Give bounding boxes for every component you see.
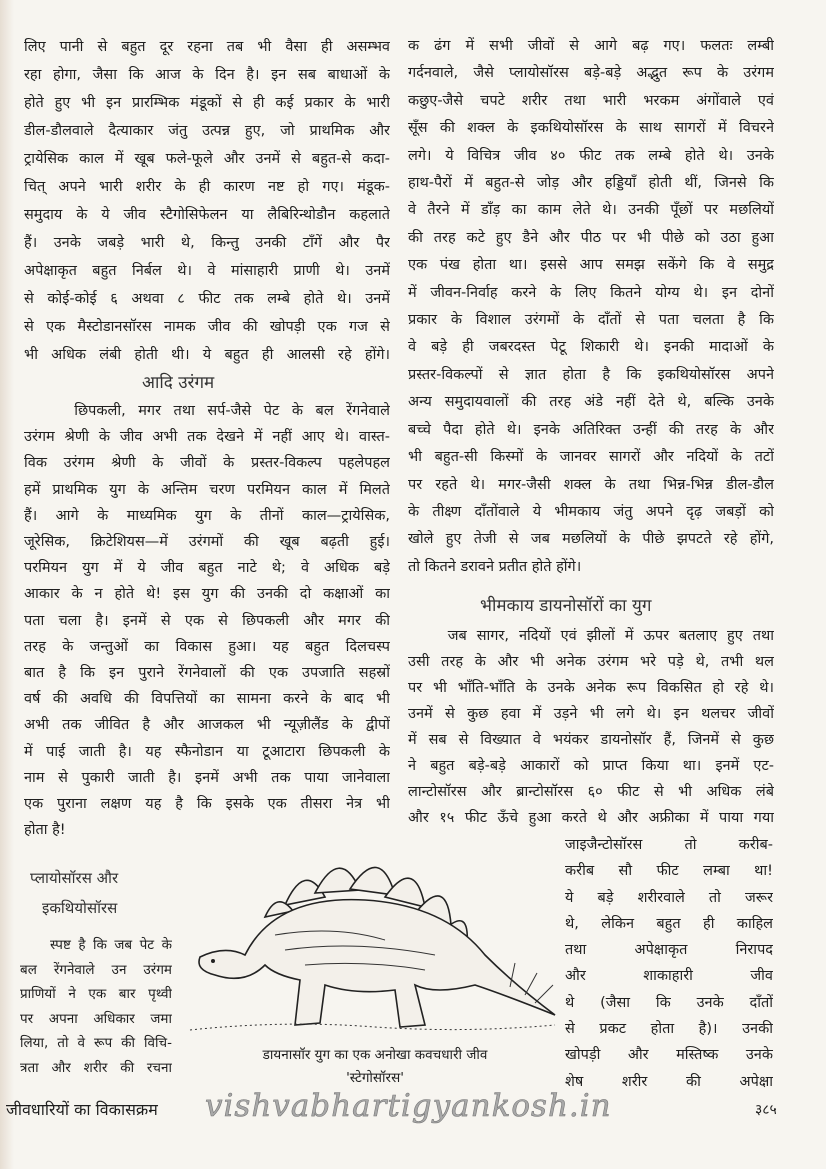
text-line: नाम से पुकारी जाती है। इनमें अभी तक पाया जानेवाला xyxy=(24,769,390,786)
text-line: की तरह कटे हुए डैने और पीठ पर भी पीछे को उठा हुआ xyxy=(408,229,774,246)
text-line: वर्ष की अवधि की विपत्तियों का सामना करने के बाद भी xyxy=(24,691,390,708)
page-edge-shadow xyxy=(0,0,14,1169)
section-heading-adi-urangam: आदि उरंगम xyxy=(142,373,215,393)
right-paragraph-2 xyxy=(408,623,774,831)
section-heading-dinosaur-age: भीमकाय डायनोसॉरों का युग xyxy=(480,596,652,616)
book-title-footer: जीवधारियों का विकासक्रम xyxy=(6,1100,158,1119)
text-line: से कोई-कोई ६ अथवा ८ फीट तक लम्बे होते थे। उनमें xyxy=(24,291,390,307)
text-line: ये बड़े शरीरवाले तो जरूर xyxy=(565,889,773,906)
left-paragraph-3 xyxy=(20,933,172,1080)
text-line: खोपड़ी और मस्तिष्क उनके xyxy=(565,1047,773,1064)
text-line: थे (जैसा कि उनके दाँतों xyxy=(565,994,773,1011)
text-line: ने बहुत बड़े-बड़े आकारों को प्राप्त किया था। इनमें एट- xyxy=(408,758,774,774)
text-line: में पाई जाती है। यह स्फैनोडान या टूआटारा छिपकली के xyxy=(24,743,390,760)
text-line: पर रहते थे। मगर-जैसी शक्ल के तथा भिन्न-भिन्न डील-डौल xyxy=(408,476,774,493)
text-line: अभी तक जीवित है और आजकल भी न्यूज़ीलैंड के द्वीपों xyxy=(24,717,390,734)
text-line: समुदाय के ये जीव स्टैगोसिफेलन या लैबिरिन्थोडौन कहलाते xyxy=(24,207,390,223)
text-line: ट्रायेसिक काल में खूब फले-फूले और उनमें से बहुत-से कदा- xyxy=(24,151,390,167)
text-line: खोले हुए तेजी से जब मछलियों के पीछे झपटते रहे होंगे, xyxy=(408,531,774,548)
figure-caption-name: 'स्टेगोसॉरस' xyxy=(346,1070,404,1086)
text-line: तरह के जन्तुओं का विकास हुआ। यह बहुत दिलचस्प xyxy=(24,638,390,655)
text-line: लिया, तो वे रूप की विचि- xyxy=(20,1035,172,1051)
text-line: स्पष्ट है कि जब पेट के xyxy=(20,937,172,953)
text-line: शेष शरीर की अपेक्षा xyxy=(565,1073,773,1090)
text-line: एक पुराना लक्षण यह है कि इसके एक तीसरा नेत्र भी xyxy=(24,796,390,813)
text-line: अपेक्षाकृत बहुत निर्बल थे। वे मांसाहारी प्राणी थे। उनमें xyxy=(24,263,390,279)
text-line: में सब से विख्यात वे भयंकर डायनोसॉर हैं, जिनमें से कुछ xyxy=(408,732,774,748)
text-line: पर भी भाँति-भाँति के उनके अनेक रूप विकसित हो रहे थे। xyxy=(408,680,774,696)
text-line: भी बहुत-सी किस्मों के जानवर सागरों और नदियों के तटों xyxy=(408,449,774,466)
section-heading-plesiosaurus: प्लायोसॉरस और xyxy=(30,869,119,887)
page-number: ३८५ xyxy=(755,1102,777,1118)
text-line: त्रता और शरीर की रचना xyxy=(20,1059,172,1076)
text-line: रहा होगा, जैसा कि आज के दिन है। इन सब बाधाओं के xyxy=(24,67,390,83)
text-line: पर अपना अधिकार जमा xyxy=(20,1010,172,1027)
text-line: बल रेंगनेवाले उन उरंगम xyxy=(20,961,172,978)
text-line: प्रस्तर-विकल्पों से ज्ञात होता है कि इकथियोसॉरस अपने xyxy=(408,366,774,383)
text-line: उनमें से कुछ हवा में उड़ने भी लगे थे। इन थलचर जीवों xyxy=(408,706,774,722)
right-paragraph-1 xyxy=(408,33,774,581)
text-line: हैं। उनके जबड़े भारी थे, किन्तु उनकी टाँगें और पैर xyxy=(24,235,390,251)
text-line: सूँस की शक्ल के इकथियोसॉरस के साथ सागरों में विचरने xyxy=(408,120,774,137)
text-line: लगे। ये विचित्र जीव ४० फीट तक लम्बे होते थे। उनके xyxy=(408,147,774,164)
text-line: उसी तरह के और भी अनेक उरंगम भरे पड़े थे, तभी थल xyxy=(408,654,774,670)
figure-caption: डायनासॉर युग का एक अनोखा कवचधारी जीव xyxy=(262,1047,488,1063)
text-line: पता चला है। इनमें से एक से छिपकली और मगर की xyxy=(24,612,390,629)
text-line: जब सागर, नदियों एवं झीलों में ऊपर बतलाए हुए तथा xyxy=(408,628,774,644)
text-line: तो कितने डरावने प्रतीत होते होंगे। xyxy=(408,558,582,575)
text-line: हमें प्राथमिक युग के अन्तिम चरण परमियन काल में मिलते xyxy=(24,481,390,498)
text-line: में जीवन-निर्वाह करने के लिए कितने योग्य थे। इन दोनों xyxy=(408,284,774,301)
text-line: लिए पानी से बहुत दूर रहना तब भी वैसा ही असम्भव xyxy=(24,39,390,55)
text-line: हैं। आगे के माध्यमिक युग के तीनों काल—ट्रायेसिक, xyxy=(24,507,390,524)
right-paragraph-3 xyxy=(565,832,773,1095)
section-heading-ichthyosaurus: इकथियोसॉरस xyxy=(42,899,118,917)
text-line: हाथ-पैरों में बहुत-से जोड़ और हड्डियाँ होती थीं, जिनसे कि xyxy=(408,175,774,192)
text-line: के तीक्ष्ण दाँतोंवाले ये भीमकाय जंतु अपने दृढ़ जबड़ों को xyxy=(408,503,774,520)
text-line: छिपकली, मगर तथा सर्प-जैसे पेट के बल रेंगनेवाले xyxy=(24,403,390,419)
text-line: भी अधिक लंबी होती थी। ये बहुत ही आलसी रहे होंगे। xyxy=(24,347,390,363)
watermark: vishvabhartigyankosh.in xyxy=(205,1088,612,1124)
text-line: उरंगम श्रेणी के जीव अभी तक देखने में नहीं आए थे। वास्त- xyxy=(24,429,390,446)
text-line: जूरेसिक, क्रिटेशियस—में उरंगमों की खूब बढ़ती हुई। xyxy=(24,534,390,551)
left-paragraph-1 xyxy=(24,33,390,369)
text-line: क ढंग में सभी जीवों से आगे बढ़ गए। फलतः लम्बी xyxy=(408,38,774,54)
text-line: चित् अपने भारी शरीर के ही कारण नष्ट हो गए। मंडूक- xyxy=(24,179,390,195)
text-line: प्रकार के विशाल उरंगमों के दाँतों से पता चलता है कि xyxy=(408,312,774,329)
text-line: एक पंख होता था। इससे आप समझ सकेंगे कि वे समुद्र xyxy=(408,257,774,274)
text-line: और शाकाहारी जीव xyxy=(565,968,773,985)
text-line: परमियन युग में ये जीव बहुत नाटे थे; वे अधिक बड़े xyxy=(24,560,390,577)
text-line: लान्टोसॉरस और ब्रान्टोसॉरस ६० फीट से भी अधिक लंबे xyxy=(408,784,774,800)
text-line: करीब सौ फीट लम्बा था! xyxy=(565,863,773,880)
text-line: जाइजैन्टोसॉरस तो करीब- xyxy=(565,837,773,853)
text-line: अन्य समुदायवालों की तरह अंडे नहीं देते थे, बल्कि उनके xyxy=(408,394,774,411)
text-line: डील-डौलवाले दैत्याकार जंतु उत्पन्न हुए, जो प्राथमिक और xyxy=(24,123,390,139)
text-line: होता है! xyxy=(24,822,66,839)
text-line: तथा अपेक्षाकृत निरापद xyxy=(565,942,773,959)
stegosaurus-illustration-icon xyxy=(185,845,565,1045)
text-line: से एक मैस्टोडानसॉरस नामक जीव की खोपड़ी एक गज से xyxy=(24,319,390,335)
text-line: बच्चे पैदा होते थे। इनके अतिरिक्त उन्हीं की तरह के और xyxy=(408,421,774,438)
text-line: वे बड़े ही जबरदस्त पेटू शिकारी थे। इनकी मादाओं के xyxy=(408,339,774,356)
text-line: और १५ फीट ऊँचे हुआ करते थे और अफ्रीका में पाया गया xyxy=(408,810,774,826)
text-line: प्राणियों ने एक बार पृथ्वी xyxy=(20,986,172,1002)
text-line: से प्रकट होता है)। उनकी xyxy=(565,1021,773,1038)
text-line: थे, लेकिन बहुत ही काहिल xyxy=(565,915,773,932)
text-line: वे तैरने में डाँड़ का काम लेते थे। उनकी पूँछों पर मछलियों xyxy=(408,202,774,219)
text-line: आकार के न होते थे! इस युग की उनकी दो कक्षाओं का xyxy=(24,586,390,603)
text-line: कछुए-जैसे चपटे शरीर तथा भारी भरकम अंगोंवाले एवं xyxy=(408,92,774,109)
text-line: होते हुए भी इन प्रारम्भिक मंडूकों से ही कई प्रकार के भारी xyxy=(24,95,390,111)
left-paragraph-2 xyxy=(24,398,390,843)
text-line: विक उरंगम श्रेणी के जीवों के प्रस्तर-विकल्प पहलेपहल xyxy=(24,455,390,472)
text-line: बात है कि इन पुराने रेंगनेवालों की एक उपजाति सहस्रों xyxy=(24,665,390,682)
text-line: गर्दनवाले, जैसे प्लायोसॉरस बड़े-बड़े अद्भुत रूप के उरंगम xyxy=(408,65,774,82)
